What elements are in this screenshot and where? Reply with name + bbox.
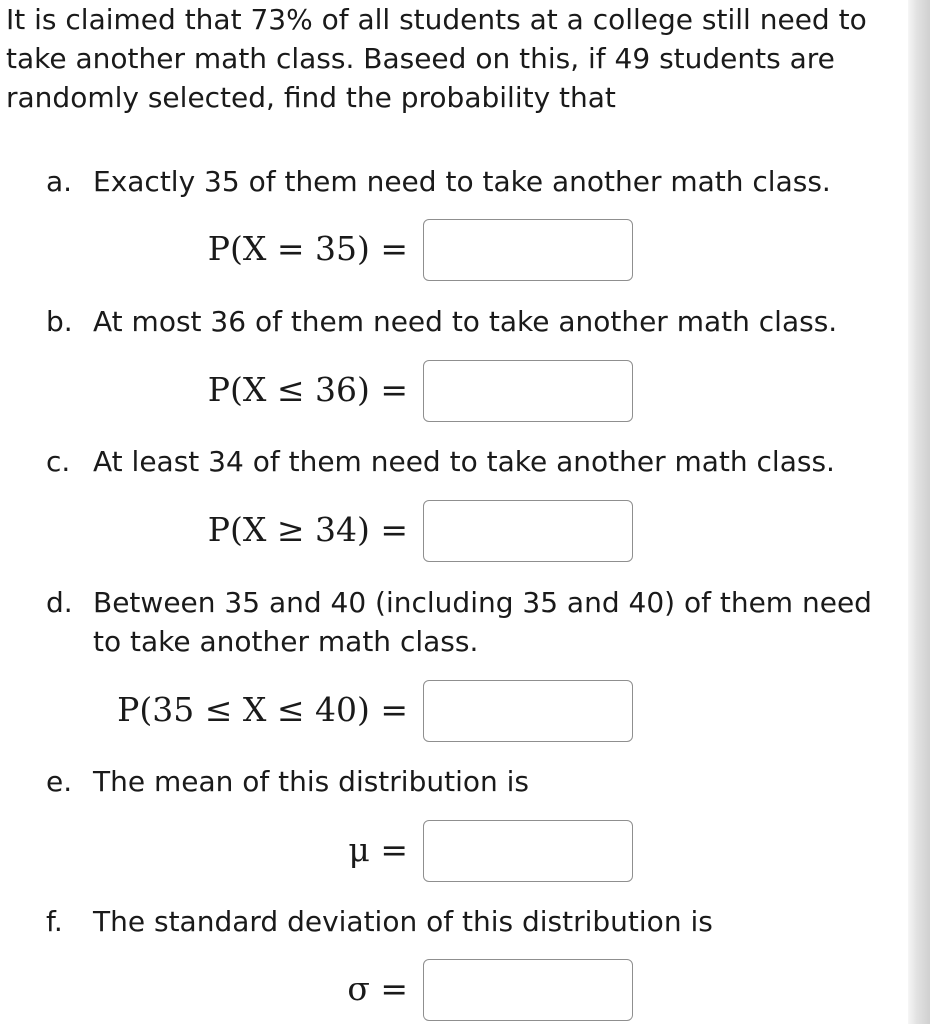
part-e-letter: e. xyxy=(46,765,73,798)
part-c-answer-input[interactable] xyxy=(423,500,633,562)
part-a-text: Exactly 35 of them need to take another math class. xyxy=(93,165,831,198)
part-f-answer-input[interactable] xyxy=(423,959,633,1021)
problem-statement: It is claimed that 73% of all students at a college still need to take another math class. Baseed on this, if 49 students are randomly selected, find the probability that xyxy=(6,3,867,114)
part-d-text: Between 35 and 40 (including 35 and 40) of them need to take another math class. xyxy=(93,586,872,658)
part-e-equation: μ = xyxy=(348,830,408,869)
part-a-prompt xyxy=(46,162,831,201)
part-e-text: The mean of this distribution is xyxy=(93,765,529,798)
part-f-letter: f. xyxy=(46,905,63,938)
part-c-prompt xyxy=(46,442,835,481)
part-d-equation: P(35 ≤ X ≤ 40) = xyxy=(117,690,408,729)
part-a-equation: P(X = 35) = xyxy=(207,229,408,268)
part-b-letter: b. xyxy=(46,305,73,338)
scrollbar-edge[interactable] xyxy=(908,0,930,1024)
part-d-prompt xyxy=(46,583,906,661)
part-c-letter: c. xyxy=(46,445,71,478)
part-d-answer-input[interactable] xyxy=(423,680,633,742)
part-c-equation: P(X ≥ 34) = xyxy=(207,510,408,549)
part-b-equation: P(X ≤ 36) = xyxy=(207,370,408,409)
part-c-text: At least 34 of them need to take another math class. xyxy=(93,445,835,478)
part-f-text: The standard deviation of this distribution is xyxy=(93,905,713,938)
part-b-prompt xyxy=(46,302,837,341)
part-f-equation: σ = xyxy=(347,969,408,1008)
part-d-letter: d. xyxy=(46,586,73,619)
part-e-prompt xyxy=(46,762,529,801)
part-e-answer-input[interactable] xyxy=(423,820,633,882)
part-a-answer-input[interactable] xyxy=(423,219,633,281)
part-f-prompt xyxy=(46,902,713,941)
part-a-letter: a. xyxy=(46,165,73,198)
part-b-text: At most 36 of them need to take another math class. xyxy=(93,305,838,338)
part-b-answer-input[interactable] xyxy=(423,360,633,422)
